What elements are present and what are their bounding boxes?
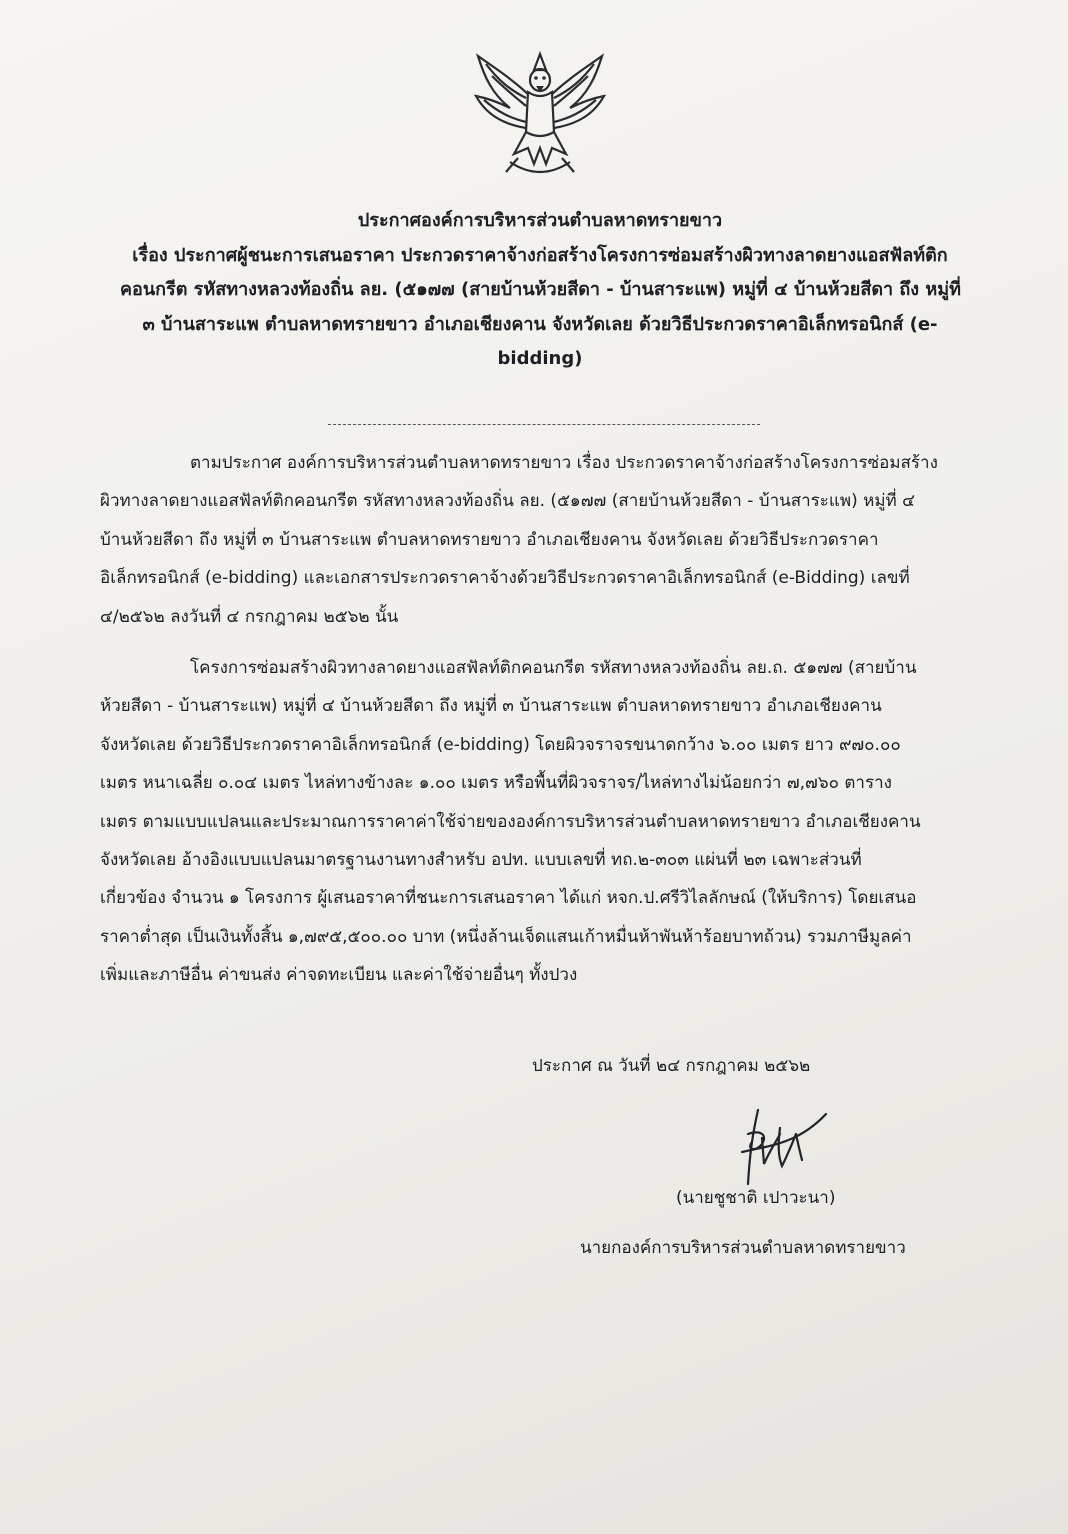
paragraph-line: เมตร ตามแบบแปลนและประมาณการราคาค่าใช้จ่ายขององค์การบริหารส่วนตำบลหาดทรายขาว อำเภอเชียงคาน	[100, 811, 921, 832]
paragraph-2	[100, 649, 960, 995]
paragraph-line: บ้านห้วยสีดา ถึง หมู่ที่ ๓ บ้านสาระแพ ตำบลหาดทรายขาว อำเภอเชียงคาน จังหวัดเลย ด้วยวิธีประกวดราคา	[100, 529, 879, 550]
paragraph-line: เพิ่มและภาษีอื่น ค่าขนส่ง ค่าจดทะเบียน และค่าใช้จ่ายอื่นๆ ทั้งปวง	[100, 965, 578, 986]
garuda-emblem-icon	[470, 36, 610, 186]
subject-line: เรื่อง ประกาศผู้ชนะการเสนอราคา ประกวดราคาจ้างก่อสร้างโครงการซ่อมสร้างผิวทางลาดยางแอสฟัลท์ติก	[132, 244, 948, 266]
subject-line: bidding)	[497, 348, 583, 369]
paragraph-line: ตามประกาศ องค์การบริหารส่วนตำบลหาดทรายขาว เรื่อง ประกวดราคาจ้างก่อสร้างโครงการซ่อมสร้าง	[190, 453, 938, 473]
paragraph-line: ผิวทางลาดยางแอสฟัลท์ติกคอนกรีต รหัสทางหลวงท้องถิ่น ลย. (๕๑๗๗ (สายบ้านห้วยสีดา - บ้านสาระแพ) หมู่ที่ ๔	[100, 491, 916, 512]
paragraph-line: เมตร หนาเฉลี่ย ๐.๐๔ เมตร ไหล่ทางข้างละ ๑.๐๐ เมตร หรือพื้นที่ผิวจราจร/ไหล่ทางไม่น้อยกว่า ๗,๗๖๐ ตาราง	[100, 773, 892, 794]
dashed-divider	[328, 424, 760, 425]
paragraph-line: เกี่ยวข้อง จำนวน ๑ โครงการ ผู้เสนอราคาที่ชนะการเสนอราคา ได้แก่ หจก.ป.ศรีวิไลลักษณ์ (ให้บริการ) โดยเสนอ	[100, 888, 917, 909]
subject-line: ๓ บ้านสาระแพ ตำบลหาดทรายขาว อำเภอเชียงคาน จังหวัดเลย ด้วยวิธีประกวดราคาอิเล็กทรอนิกส์ (e-	[142, 313, 938, 335]
document-title: ประกาศองค์การบริหารส่วนตำบลหาดทรายขาว	[357, 210, 723, 231]
paragraph-line: จังหวัดเลย อ้างอิงแบบแปลนมาตรฐานงานทางสำหรับ อปท. แบบเลขที่ ทถ.๒-๓๐๓ แผ่นที่ ๒๓ เฉพาะส่วนที่	[100, 850, 862, 871]
paragraph-line: อิเล็กทรอนิกส์ (e-bidding) และเอกสารประกวดราคาจ้างด้วยวิธีประกวดราคาอิเล็กทรอนิกส์ (e-Bidding) เลขที่	[100, 568, 910, 589]
paragraph-1	[100, 444, 960, 636]
paragraph-line: โครงการซ่อมสร้างผิวทางลาดยางแอสฟัลท์ติกคอนกรีต รหัสทางหลวงท้องถิ่น ลย.ถ. ๕๑๗๗ (สายบ้าน	[190, 658, 917, 679]
signer-position: นายกองค์การบริหารส่วนตำบลหาดทรายขาว	[580, 1238, 906, 1258]
paragraph-line: จังหวัดเลย ด้วยวิธีประกวดราคาอิเล็กทรอนิกส์ (e-bidding) โดยผิวจราจรขนาดกว้าง ๖.๐๐ เมตร ยาว ๙๗๐.๐๐	[100, 734, 901, 755]
paragraph-line: ห้วยสีดา - บ้านสาระแพ) หมู่ที่ ๔ บ้านห้วยสีดา ถึง หมู่ที่ ๓ บ้านสาระแพ ตำบลหาดทรายขาว อำเภอเชียงคาน	[100, 696, 882, 717]
paragraph-line: ราคาต่ำสุด เป็นเงินทั้งสิ้น ๑,๗๙๕,๕๐๐.๐๐ บาท (หนึ่งล้านเจ็ดแสนเก้าหมื่นห้าพันห้าร้อยบาทถ้วน) รวมภาษีมูลค่า	[100, 926, 912, 947]
handwritten-signature-icon	[718, 1104, 838, 1190]
subject-line: คอนกรีต รหัสทางหลวงท้องถิ่น ลย. (๕๑๗๗ (สายบ้านห้วยสีดา - บ้านสาระแพ) หมู่ที่ ๔ บ้านห้วยสีดา ถึง หมู่ที่	[120, 279, 961, 300]
document-heading	[120, 204, 960, 377]
document-body	[100, 444, 960, 995]
paragraph-line: ๔/๒๕๖๒ ลงวันที่ ๔ กรกฎาคม ๒๕๖๒ นั้น	[100, 606, 399, 627]
signer-name: (นายชูชาติ เปาวะนา)	[676, 1188, 836, 1208]
announce-date: ประกาศ ณ วันที่ ๒๔ กรกฎาคม ๒๕๖๒	[532, 1056, 811, 1076]
